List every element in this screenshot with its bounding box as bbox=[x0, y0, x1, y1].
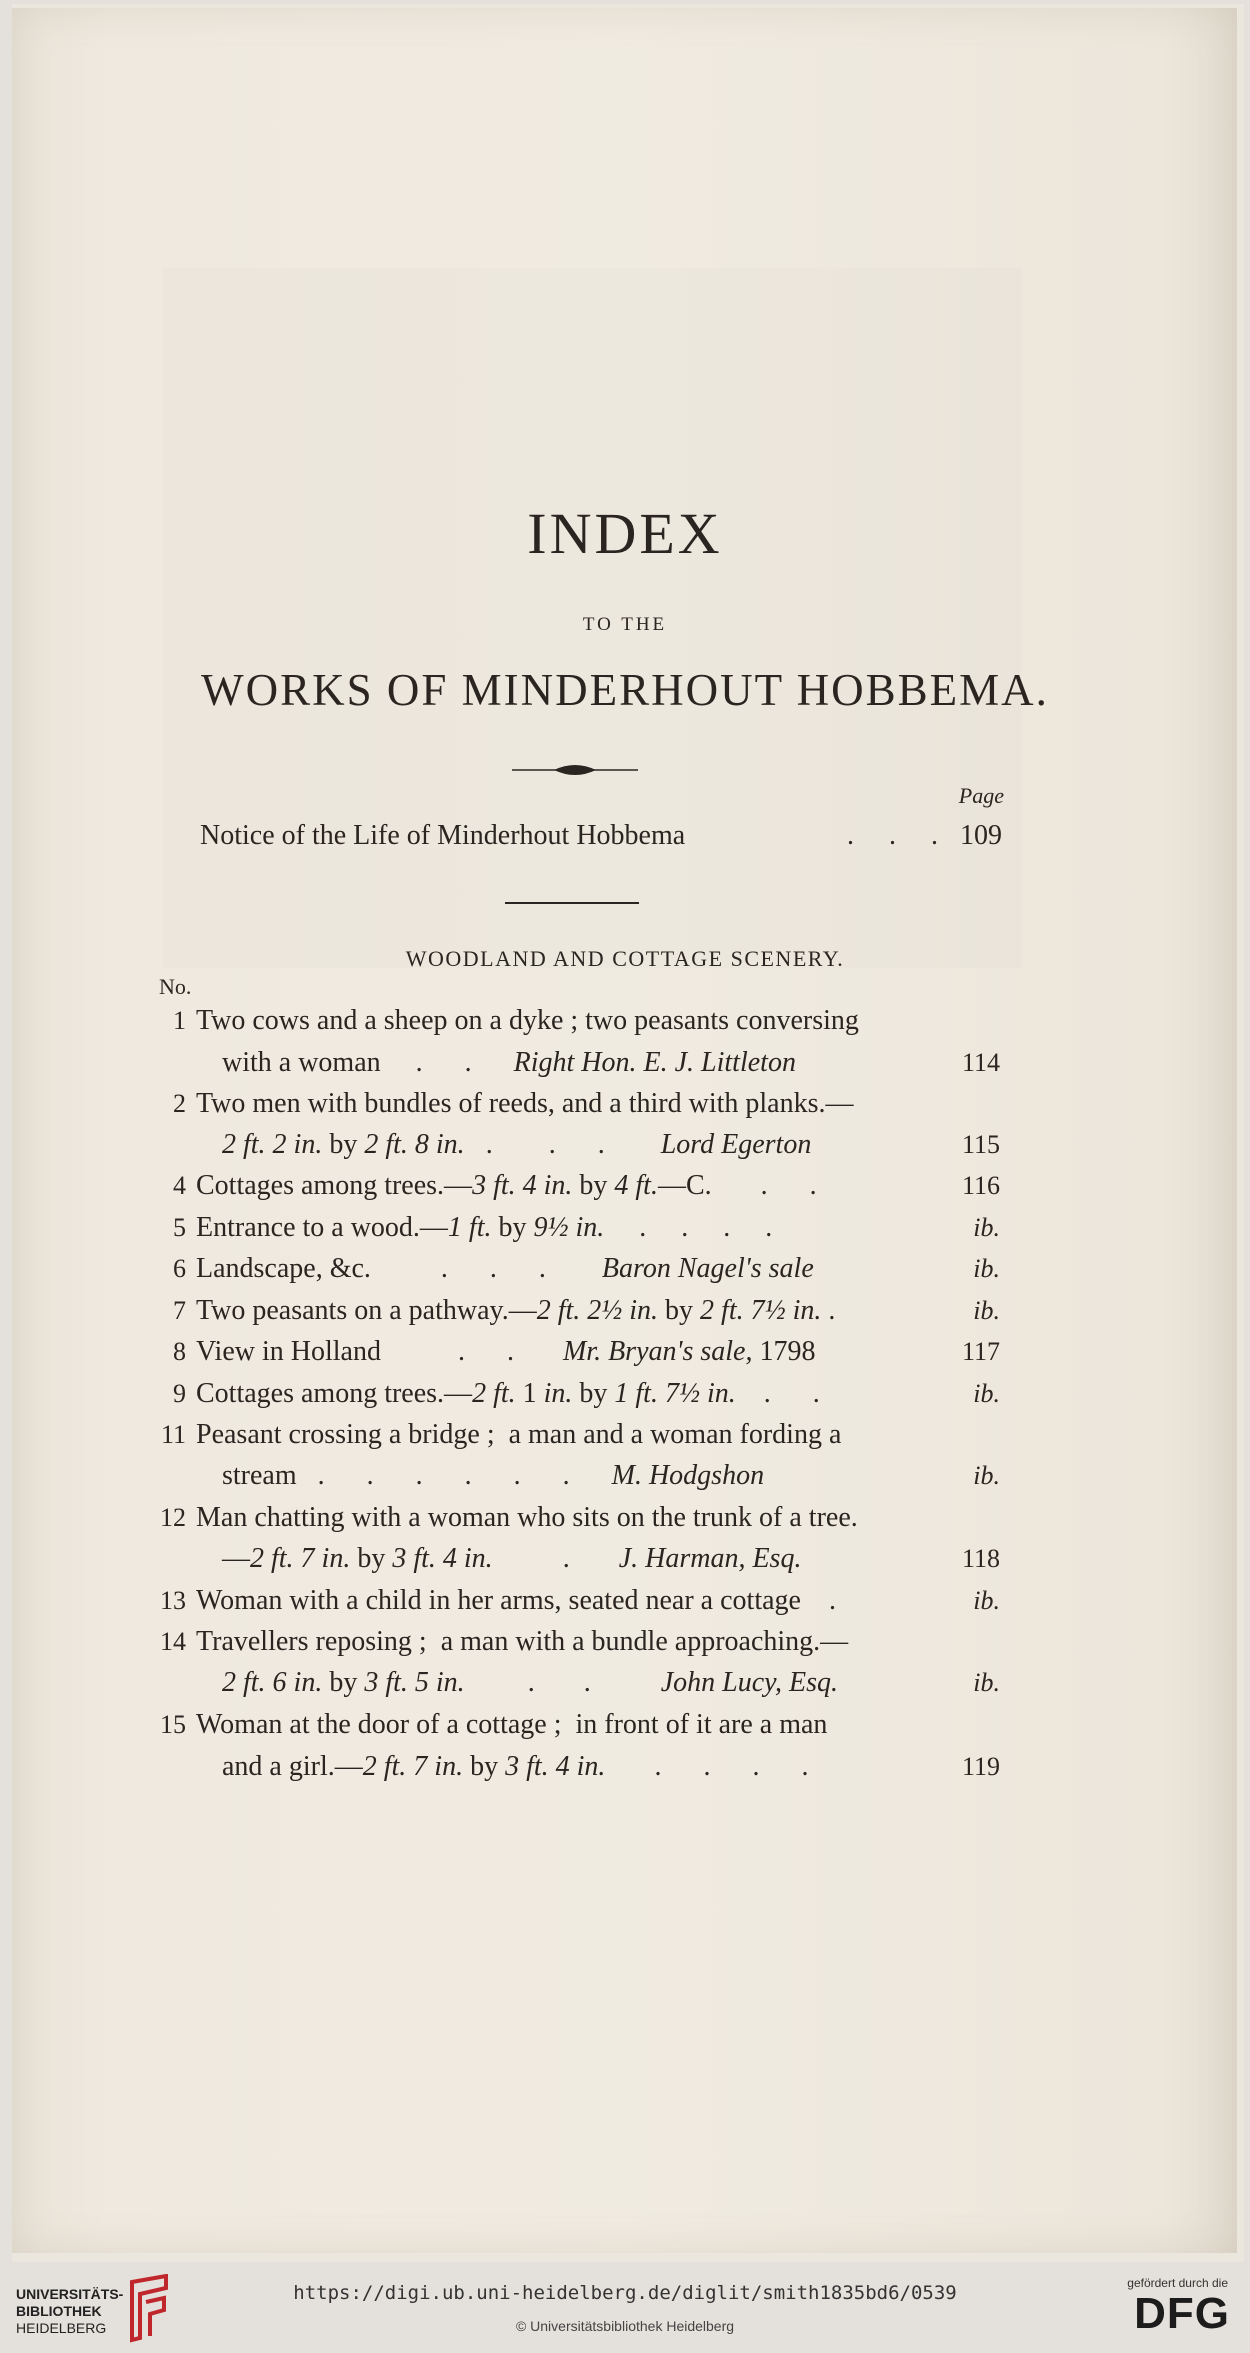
notice-leader-dots: . . . bbox=[847, 820, 952, 851]
notice-page: 109 bbox=[960, 820, 1002, 851]
entry-page-number: 116 bbox=[961, 1171, 1000, 1200]
entry-text: Woman with a child in her arms, seated near a cottage . bbox=[196, 1585, 836, 1616]
entry-number: 14 bbox=[160, 1627, 186, 1656]
entry-line bbox=[222, 1665, 838, 1701]
page-url-link[interactable]: https://digi.ub.uni-heidelberg.de/diglit/smith1835bd6/0539 bbox=[293, 2282, 957, 2304]
entry-italic-text: 3 ft. 4 in. bbox=[392, 1543, 493, 1574]
entry-text: Woman at the door of a cottage ; in front of it are a man bbox=[196, 1709, 828, 1740]
entry-number: 2 bbox=[173, 1089, 186, 1118]
entry-line bbox=[196, 1334, 816, 1370]
entry-italic-text: 3 ft. 4 in. bbox=[505, 1751, 606, 1782]
entry-italic-text: 2 ft. 7½ in. bbox=[700, 1295, 822, 1326]
entry-page-number: 115 bbox=[961, 1130, 1000, 1159]
entry-line bbox=[196, 1376, 820, 1412]
entry-text: 1 bbox=[515, 1378, 544, 1409]
entry-italic-text: 2 ft. 7 in. bbox=[362, 1751, 464, 1782]
entry-page-number: ib. bbox=[973, 1461, 1000, 1490]
library-line-2: BIBLIOTHEK bbox=[16, 2303, 102, 2319]
dfg-logo: DFG bbox=[1134, 2289, 1230, 2338]
entry-italic-text: 2 ft. 6 in. bbox=[222, 1667, 323, 1698]
entry-page-number: ib. bbox=[973, 1586, 1000, 1615]
entry-text: — bbox=[222, 1543, 250, 1574]
entry-text: —C. . . bbox=[657, 1170, 817, 1201]
entry-text: by bbox=[491, 1212, 534, 1243]
entry-text: Cottages among trees.— bbox=[196, 1170, 473, 1201]
entry-number: 13 bbox=[160, 1586, 186, 1615]
entry-page-number: ib. bbox=[973, 1668, 1000, 1697]
entry-text: Peasant crossing a bridge ; a man and a woman fording a bbox=[196, 1419, 842, 1450]
entry-text: 1798 bbox=[752, 1336, 816, 1367]
entry-italic-text: 2 ft. 2 in. bbox=[222, 1129, 323, 1160]
entry-page-number: 117 bbox=[961, 1337, 1000, 1366]
entry-text: by bbox=[350, 1543, 393, 1574]
entry-italic-text: 4 ft. bbox=[614, 1170, 658, 1201]
entry-text: View in Holland . . bbox=[196, 1336, 563, 1367]
library-line-1: UNIVERSITÄTS- bbox=[16, 2286, 124, 2302]
entry-line bbox=[222, 1045, 796, 1081]
entry-italic-text: Mr. Bryan's sale, bbox=[562, 1336, 753, 1367]
notice-entry bbox=[200, 820, 1002, 852]
entry-text: by bbox=[572, 1378, 615, 1409]
entry-number: 9 bbox=[173, 1379, 186, 1408]
entry-number: 5 bbox=[173, 1213, 186, 1242]
entry-text: stream . . . . . . bbox=[222, 1460, 612, 1491]
entry-line bbox=[222, 1127, 811, 1163]
entry-number: 8 bbox=[173, 1337, 186, 1366]
entry-page-number: ib. bbox=[973, 1254, 1000, 1283]
entry-italic-text: Baron Nagel's sale bbox=[601, 1253, 814, 1284]
entry-text: . . . . bbox=[605, 1751, 809, 1782]
entry-number: 12 bbox=[160, 1503, 186, 1532]
entry-line bbox=[196, 1583, 836, 1619]
entry-number: 1 bbox=[173, 1006, 186, 1035]
entry-number: 11 bbox=[160, 1420, 186, 1449]
entry-text: . . bbox=[735, 1378, 820, 1409]
entry-page-number: 118 bbox=[961, 1544, 1000, 1573]
funded-by-text: gefördert durch die bbox=[1127, 2276, 1228, 2290]
entry-italic-text: 2 ft. 2½ in. bbox=[536, 1295, 659, 1326]
entry-text: by bbox=[463, 1751, 506, 1782]
entry-italic-text: J. Harman, Esq. bbox=[618, 1543, 802, 1574]
entry-number: 7 bbox=[173, 1296, 186, 1325]
entry-number: 6 bbox=[173, 1254, 186, 1283]
entry-text: . bbox=[821, 1295, 836, 1326]
library-line-3: HEIDELBERG bbox=[16, 2320, 107, 2336]
entry-line bbox=[196, 1251, 814, 1287]
entry-text: . . . bbox=[464, 1129, 661, 1160]
entry-line bbox=[196, 1168, 817, 1204]
copyright-text: © Universitätsbibliothek Heidelberg bbox=[515, 2318, 735, 2334]
section-title: WOODLAND AND COTTAGE SCENERY. bbox=[405, 946, 845, 971]
entry-page-number: ib. bbox=[973, 1379, 1000, 1408]
page-column-header: Page bbox=[958, 783, 1004, 808]
entry-line bbox=[196, 1210, 772, 1246]
entry-text: by bbox=[322, 1129, 365, 1160]
entry-number: 4 bbox=[173, 1171, 186, 1200]
entry-text: Two peasants on a pathway.— bbox=[196, 1295, 537, 1326]
entry-italic-text: 3 ft. 5 in. bbox=[364, 1667, 465, 1698]
entry-italic-text: 9½ in. bbox=[533, 1212, 605, 1243]
entry-text: Cottages among trees.— bbox=[196, 1378, 473, 1409]
entry-italic-text: 2 ft. 8 in. bbox=[364, 1129, 465, 1160]
entry-line bbox=[196, 1707, 827, 1743]
entry-italic-text: 3 ft. 4 in. bbox=[472, 1170, 573, 1201]
index-title: INDEX bbox=[527, 501, 723, 566]
entry-line bbox=[196, 1500, 858, 1536]
number-column-header: No. bbox=[159, 974, 192, 999]
entry-italic-text: in. bbox=[543, 1378, 573, 1409]
entry-italic-text: M. Hodgshon bbox=[611, 1460, 765, 1491]
entry-page-number: 114 bbox=[961, 1048, 1000, 1077]
entry-text: Travellers reposing ; a man with a bundle approaching.— bbox=[196, 1626, 849, 1657]
entry-text: Man chatting with a woman who sits on the trunk of a tree. bbox=[196, 1502, 858, 1533]
work-title: WORKS OF MINDERHOUT HOBBEMA. bbox=[201, 665, 1049, 715]
entry-text: Entrance to a wood.— bbox=[196, 1212, 448, 1243]
entry-line bbox=[196, 1293, 835, 1329]
entry-italic-text: Right Hon. E. J. Littleton bbox=[513, 1047, 796, 1078]
entry-text: Landscape, &c. . . . bbox=[196, 1253, 602, 1284]
entry-line bbox=[196, 1417, 841, 1453]
entry-italic-text: 2 ft. bbox=[472, 1378, 516, 1409]
footer-bar bbox=[0, 2262, 1250, 2353]
entry-italic-text: Lord Egerton bbox=[660, 1129, 812, 1160]
entry-italic-text: 2 ft. 7 in. bbox=[250, 1543, 351, 1574]
entry-text: with a woman . . bbox=[222, 1047, 514, 1078]
notice-text: Notice of the Life of Minderhout Hobbema bbox=[200, 820, 686, 851]
entry-page-number: 119 bbox=[961, 1752, 1000, 1781]
entry-page-number: ib. bbox=[973, 1213, 1000, 1242]
entry-number: 15 bbox=[160, 1710, 186, 1739]
ornament-divider bbox=[512, 758, 638, 782]
index-subtitle: TO THE bbox=[582, 614, 668, 635]
entry-line bbox=[196, 1624, 848, 1660]
entry-text: Two men with bundles of reeds, and a third with planks.— bbox=[196, 1088, 854, 1119]
entry-text: by bbox=[658, 1295, 701, 1326]
entry-line bbox=[196, 1003, 859, 1039]
entry-italic-text: 1 ft. bbox=[447, 1212, 492, 1243]
section-rule bbox=[505, 902, 639, 904]
entry-text: . bbox=[492, 1543, 619, 1574]
entry-text: . . . . bbox=[604, 1212, 773, 1243]
entry-line bbox=[222, 1458, 764, 1494]
entry-page-number: ib. bbox=[973, 1296, 1000, 1325]
entry-line bbox=[222, 1541, 801, 1577]
entry-italic-text: 1 ft. 7½ in. bbox=[614, 1378, 736, 1409]
entry-text: and a girl.— bbox=[222, 1751, 363, 1782]
entry-text: by bbox=[572, 1170, 615, 1201]
entry-text: Two cows and a sheep on a dyke ; two peasants conversing bbox=[196, 1005, 859, 1036]
entry-italic-text: John Lucy, Esq. bbox=[660, 1667, 838, 1698]
entry-line bbox=[222, 1749, 808, 1785]
entry-text: . . bbox=[464, 1667, 661, 1698]
entry-text: by bbox=[322, 1667, 365, 1698]
entry-line bbox=[196, 1086, 853, 1122]
